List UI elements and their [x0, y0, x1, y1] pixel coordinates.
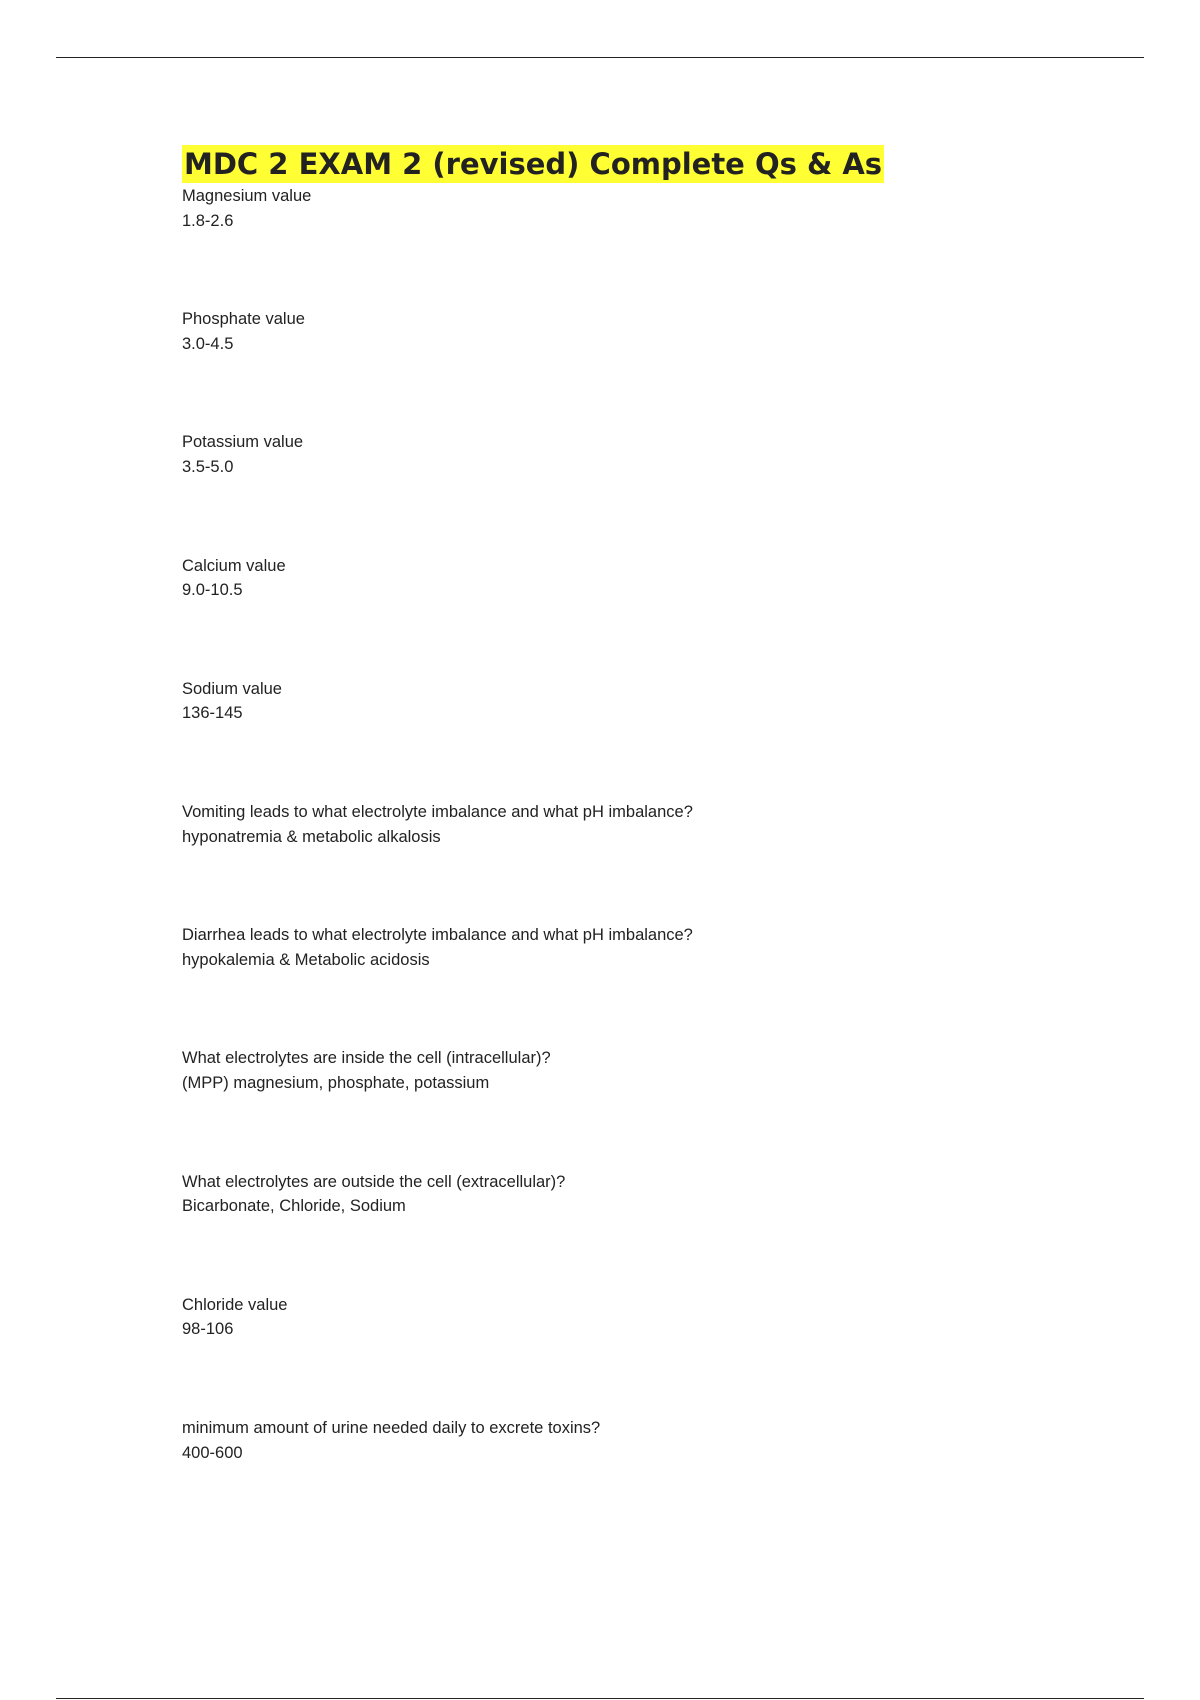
question-text: Potassium value — [182, 433, 304, 452]
answer-text: 9.0-10.5 — [182, 581, 243, 600]
question-text: Sodium value — [182, 679, 282, 698]
answer-text: (MPP) magnesium, phosphate, potassium — [182, 1073, 490, 1092]
qa-item — [182, 184, 311, 233]
question-text: Diarrhea leads to what electrolyte imbalance and what pH imbalance? — [182, 926, 693, 945]
answer-text: 400-600 — [182, 1443, 243, 1462]
question-text: Chloride value — [182, 1295, 288, 1314]
answer-text: 98-106 — [182, 1320, 234, 1339]
qa-item — [182, 677, 282, 726]
qa-item — [182, 923, 693, 972]
answer-text: Bicarbonate, Chloride, Sodium — [182, 1197, 406, 1216]
question-text: What electrolytes are outside the cell (extracellular)? — [182, 1172, 566, 1191]
answer-text: hyponatremia & metabolic alkalosis — [182, 827, 441, 846]
question-text: Vomiting leads to what electrolyte imbalance and what pH imbalance? — [182, 803, 693, 821]
bottom-rule — [56, 1698, 1144, 1699]
answer-text: hypokalemia & Metabolic acidosis — [182, 950, 430, 969]
answer-text: 3.5-5.0 — [182, 457, 234, 476]
question-text: Phosphate value — [182, 310, 305, 329]
answer-text: 136-145 — [182, 704, 243, 723]
qa-item — [182, 1293, 287, 1342]
question-text: Magnesium value — [182, 187, 312, 205]
answer-text: 1.8-2.6 — [182, 211, 234, 230]
qa-item — [182, 554, 286, 603]
qa-item — [182, 1046, 551, 1095]
qa-item — [182, 1170, 565, 1219]
document-title: MDC 2 EXAM 2 (revised) Complete Qs & As — [184, 147, 883, 181]
answer-text: 3.0-4.5 — [182, 334, 234, 353]
qa-item — [182, 1416, 600, 1465]
question-text: Calcium value — [182, 556, 286, 575]
top-rule — [56, 57, 1144, 58]
qa-item — [182, 307, 305, 356]
question-text: minimum amount of urine needed daily to excrete toxins? — [182, 1419, 601, 1437]
qa-item — [182, 430, 303, 479]
qa-item — [182, 800, 693, 849]
question-text: What electrolytes are inside the cell (intracellular)? — [182, 1049, 551, 1068]
